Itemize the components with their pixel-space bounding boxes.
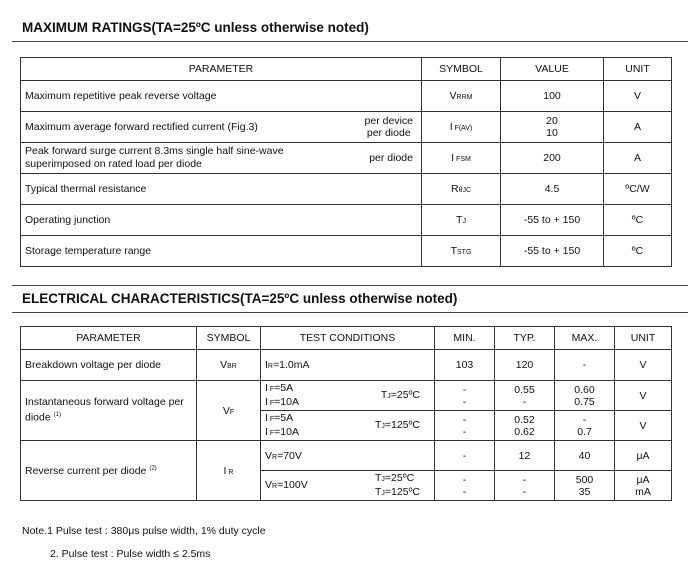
table-row [21,143,672,174]
param-cell [21,112,422,143]
param-cell: Maximum repetitive peak reverse voltage [21,81,422,112]
table-row [21,350,672,381]
table-header-row [21,327,672,350]
param-cell: Operating junction [21,205,422,236]
header-symbol: SYMBOL [197,327,261,350]
table-row [21,205,672,236]
unit-cell: A [604,143,672,174]
symbol-cell: I F(AV) [422,112,501,143]
min-cell: 103 [435,350,495,381]
unit-cell: V [615,411,672,441]
max-cell: - 0.7 [555,411,615,441]
header-unit: UNIT [615,327,672,350]
qualifier-text: per diode [369,152,413,164]
header-min: MIN. [435,327,495,350]
symbol-cell: I FSM [422,143,501,174]
unit-cell: V [615,381,672,411]
value-cell: -55 to + 150 [501,205,604,236]
symbol-cell: TSTG [422,236,501,267]
electrical-table [20,326,672,501]
condition-cell: I F=5A I F=10A TJ=125ºC [261,411,435,441]
typ-cell: 12 [495,441,555,471]
value-cell: 200 [501,143,604,174]
condition-cell: IR=1.0mA [261,350,435,381]
unit-cell: V [615,350,672,381]
param-text: Peak forward surge current 8.3ms single half sine-wave superimposed on rated load per diode [25,145,284,170]
condition-cell: VR=100V TJ=25ºC TJ=125ºC [261,471,435,501]
symbol-cell: VRRM [422,81,501,112]
min-cell: - - [435,381,495,411]
max-cell: 0.60 0.75 [555,381,615,411]
unit-cell: μA mA [615,471,672,501]
value-cell: 20 10 [501,112,604,143]
unit-cell: ºC/W [604,174,672,205]
symbol-cell: VBR [197,350,261,381]
unit-cell: μA [615,441,672,471]
table-row [21,112,672,143]
note-1: Note.1 Pulse test : 380μs pulse width, 1% duty cycle [22,525,266,537]
min-cell: - - [435,471,495,501]
max-ratings-table [20,57,672,267]
min-cell: - [435,441,495,471]
typ-cell: 120 [495,350,555,381]
unit-cell: ºC [604,236,672,267]
param-cell: Instantaneous forward voltage per diode $^{(1)}$ [21,381,197,441]
table-row [21,236,672,267]
table-header-row [21,58,672,81]
header-parameter: PARAMETER [21,327,197,350]
table-row [21,174,672,205]
symbol-cell: TJ [422,205,501,236]
max-ratings-title: MAXIMUM RATINGS(TA=25ºC unless otherwise noted) [22,20,369,35]
min-cell: - - [435,411,495,441]
value-cell: 4.5 [501,174,604,205]
qualifier-text: per device per diode [364,115,413,139]
condition-cell: VR=70V [261,441,435,471]
typ-cell: 0.55 - [495,381,555,411]
max-cell: - [555,350,615,381]
unit-cell: V [604,81,672,112]
symbol-cell: RθJC [422,174,501,205]
electrical-title: ELECTRICAL CHARACTERISTICS(TA=25ºC unless otherwise noted) [22,291,458,306]
value-cell: 100 [501,81,604,112]
header-test-conditions: TEST CONDITIONS [261,327,435,350]
header-unit: UNIT [604,58,672,81]
typ-cell: 0.52 0.62 [495,411,555,441]
note-2: 2. Pulse test : Pulse width ≤ 2.5ms [50,548,211,560]
section-divider [12,312,688,313]
param-cell: Storage temperature range [21,236,422,267]
table-row [21,381,672,411]
unit-cell: ºC [604,205,672,236]
unit-cell: A [604,112,672,143]
max-cell: 500 35 [555,471,615,501]
param-cell: Typical thermal resistance [21,174,422,205]
symbol-cell: I R [197,441,261,501]
table-row [21,441,672,471]
header-symbol: SYMBOL [422,58,501,81]
symbol-cell: VF [197,381,261,441]
section-divider [12,285,688,286]
header-parameter: PARAMETER [21,58,422,81]
condition-cell: I F=5A I F=10A TJ=25ºC [261,381,435,411]
header-typ: TYP. [495,327,555,350]
max-cell: 40 [555,441,615,471]
typ-cell: - - [495,471,555,501]
table-row [21,81,672,112]
param-cell: Breakdown voltage per diode [21,350,197,381]
param-text: Maximum average forward rectified current (Fig.3) [25,121,258,133]
value-cell: -55 to + 150 [501,236,604,267]
param-cell: Reverse current per diode $^{(2)}$ [21,441,197,501]
section-divider [12,41,688,42]
param-cell [21,143,422,174]
header-max: MAX. [555,327,615,350]
header-value: VALUE [501,58,604,81]
